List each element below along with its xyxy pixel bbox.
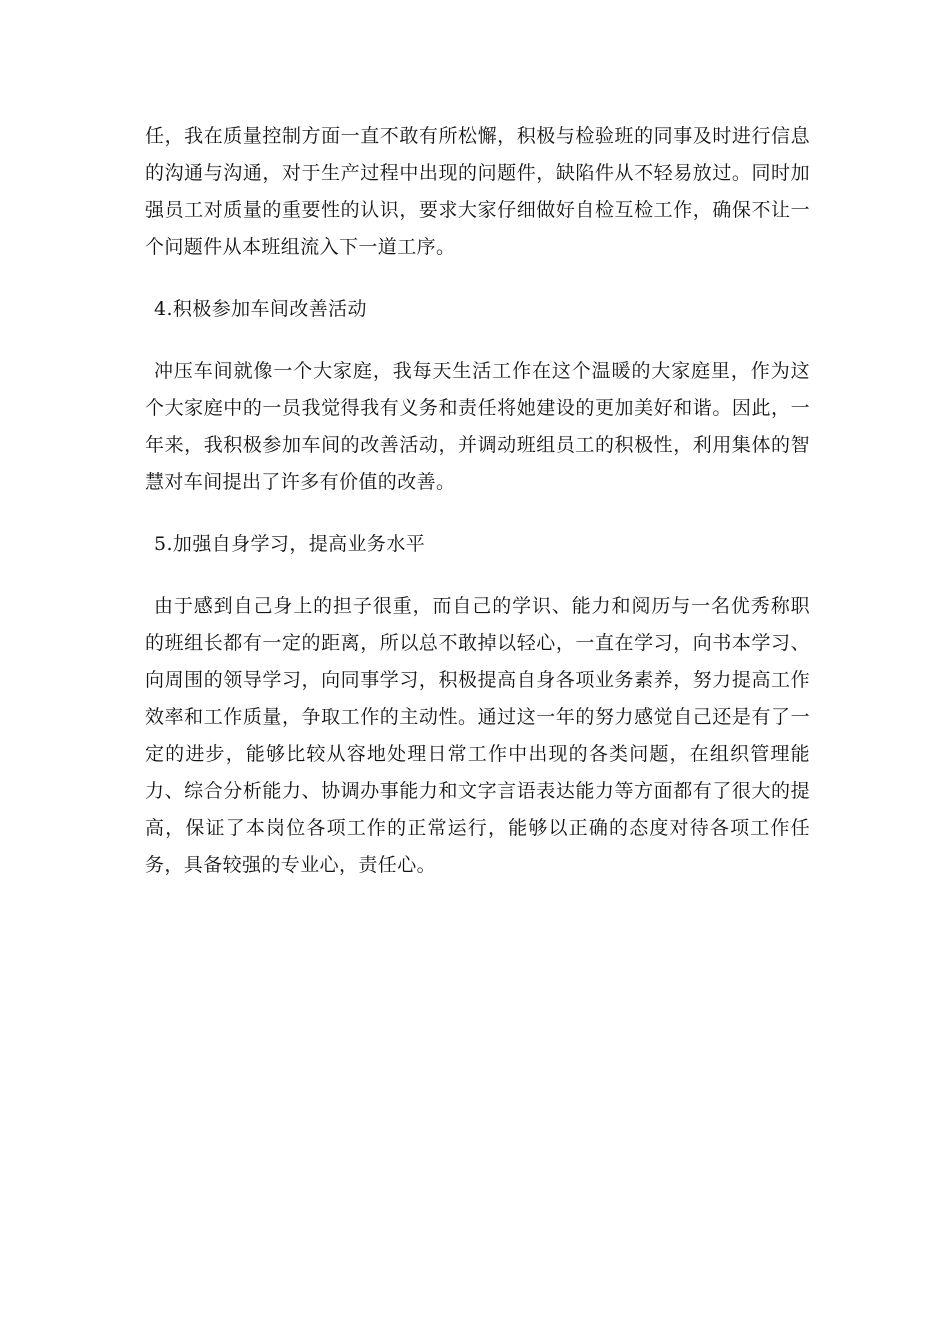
paragraph-improvement-activities: 冲压车间就像一个大家庭，我每天生活工作在这个温暖的大家庭里，作为这个大家庭中的一员我觉得我有义务和责任将她建设的更加美好和谐。因此，一年来，我积极参加车间的改善活动，并调动班组员工的积极性，利用集体的智慧对车间提出了许多有价值的改善。: [145, 360, 810, 493]
section-heading-self-learning: 5.加强自身学习，提高业务水平: [154, 533, 426, 555]
section-heading-improvement-activities: 4.积极参加车间改善活动: [154, 298, 367, 320]
paragraph-self-learning: 由于感到自己身上的担子很重，而自己的学识、能力和阅历与一名优秀称职的班组长都有一定的距离，所以总不敢掉以轻心，一直在学习，向书本学习、向周围的领导学习，向同事学习，积极提高自身各项业务素养，努力提高工作效率和工作质量，争取工作的主动性。通过这一年的努力感觉自己还是有了一定的进步，能够比较从容地处理日常工作中出现的各类问题，在组织管理能力、综合分析能力、协调办事能力和文字言语表达能力等方面都有了很大的提高，保证了本岗位各项工作的正常运行，能够以正确的态度对待各项工作任务，具备较强的专业心，责任心。: [145, 595, 810, 876]
document-body: [145, 118, 810, 884]
paragraph-quality-control: 任，我在质量控制方面一直不敢有所松懈，积极与检验班的同事及时进行信息的沟通与沟通，对于生产过程中出现的问题件，缺陷件从不轻易放过。同时加强员工对质量的重要性的认识，要求大家仔细做好自检互检工作，确保不让一个问题件从本班组流入下一道工序。: [145, 125, 810, 258]
